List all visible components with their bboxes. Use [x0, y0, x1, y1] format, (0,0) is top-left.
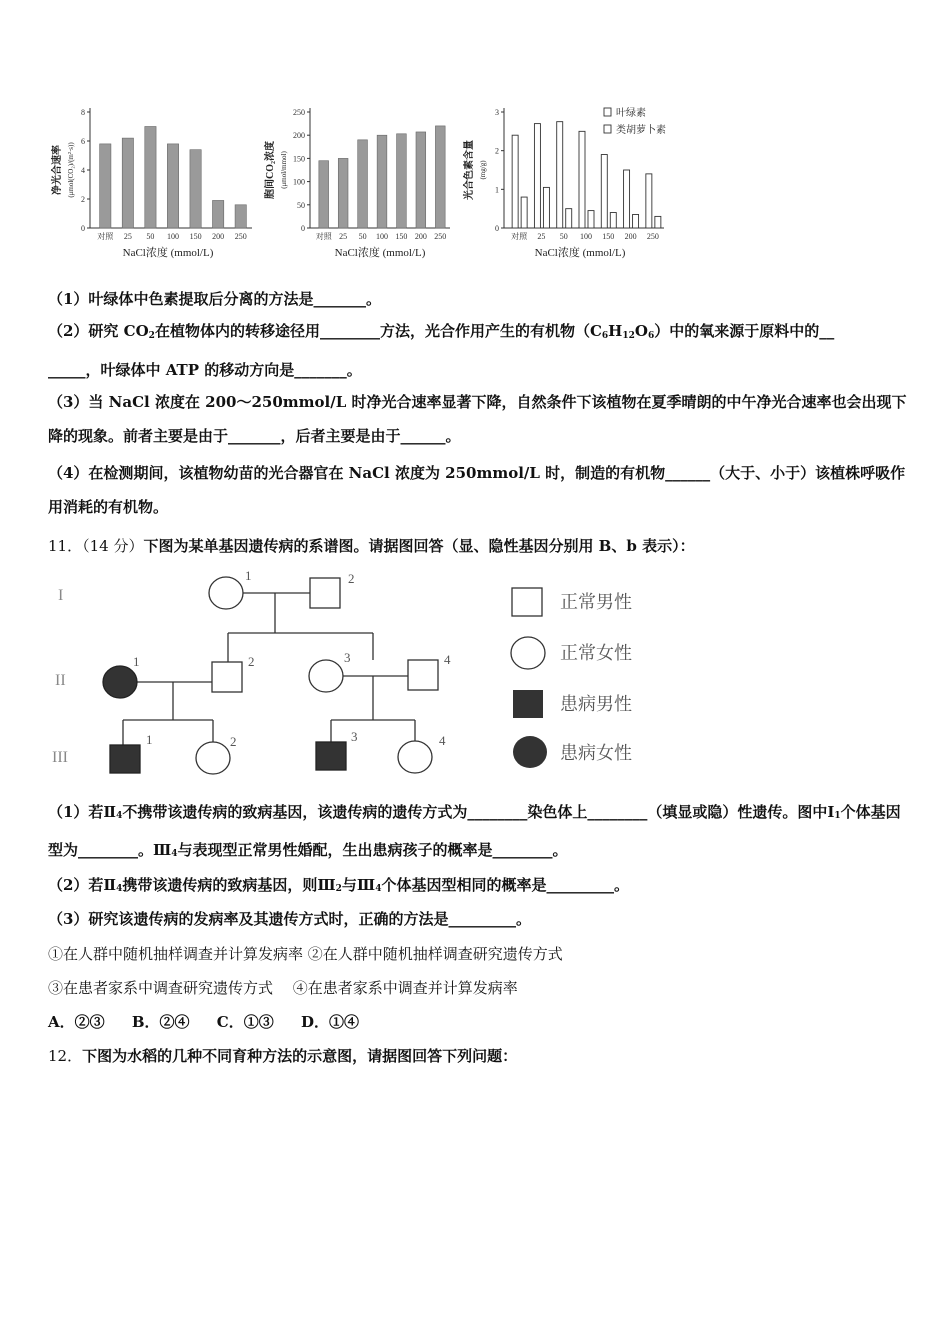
y-axis-title: 净光合速率: [52, 145, 63, 195]
pedigree-chart: [45, 565, 725, 780]
individual-II-4-normal-male: [408, 660, 438, 690]
individual-II-1-affected-female: [103, 666, 137, 698]
x-axis-title: NaCl浓度 (mmol/L): [334, 247, 426, 259]
legend-label-affected-male: 患病男性: [560, 694, 632, 714]
q11-statements-1: ①在人群中随机抽样调查并计算发病率 ②在人群中随机抽样调查研究遗传方式: [48, 945, 563, 963]
num-III-4: 4: [439, 733, 446, 748]
legend-label: 叶绿素: [616, 108, 646, 119]
y-tick-label: 50: [297, 200, 305, 210]
chart-photosynthetic-pigment: [462, 106, 666, 259]
x-tick-label: 250: [234, 232, 247, 241]
bar: [235, 205, 246, 228]
num-II-1: 1: [133, 654, 140, 669]
individual-III-4-normal-female: [398, 741, 432, 773]
q11-part1: （1）若Ⅱ4不携带该遗传病的致病基因，该遗传病的遗传方式为________染色体上________（填显或隐）性遗传。图中Ⅰ1个体基因型为________。Ⅲ4与表现型正常男性婚配，生出患病孩子的概率是________。: [48, 803, 901, 859]
x-tick-label: 50: [358, 232, 367, 241]
bar-chlorophyll: [512, 135, 518, 228]
bar-carotenoid: [588, 211, 594, 228]
legend-affected-female-symbol: [513, 736, 547, 768]
x-tick-label: 50: [559, 232, 568, 241]
y-tick-label: 6: [81, 137, 85, 146]
x-tick-label: 150: [395, 232, 408, 241]
y-tick-label: 0: [495, 224, 499, 233]
bar: [167, 144, 178, 228]
bar-carotenoid: [610, 213, 616, 228]
q11-part2: （2）若Ⅱ4携带该遗传病的致病基因，则Ⅲ2与Ⅲ4个体基因型相同的概率是_________。: [48, 876, 629, 894]
q12-stem: 12．下图为水稻的几种不同育种方法的示意图，请据图回答下列问题：: [48, 1047, 518, 1065]
bar-carotenoid: [543, 187, 549, 228]
bar-chlorophyll: [534, 124, 540, 228]
bar: [122, 138, 133, 228]
num-II-4: 4: [444, 652, 451, 667]
option-c[interactable]: C．①③: [216, 1013, 274, 1031]
x-tick-label: 50: [146, 232, 155, 241]
x-tick-label: 100: [167, 232, 179, 241]
y-tick-label: 3: [495, 108, 499, 117]
y-axis-unit: (mg/g): [479, 160, 487, 180]
y-tick-label: 2: [495, 146, 499, 156]
x-tick-label: 25: [537, 232, 546, 241]
y-tick-label: 200: [293, 131, 305, 141]
legend-swatch: [604, 125, 611, 133]
bar-chlorophyll: [579, 131, 585, 228]
x-tick-label: 200: [624, 232, 637, 241]
bar-carotenoid: [566, 209, 572, 228]
bar-chlorophyll: [601, 155, 607, 228]
num-III-2: 2: [230, 734, 237, 749]
y-axis-title: 光合色素含量: [464, 140, 475, 200]
y-axis-unit: (μmol(CO₂)/(m²·s)): [67, 142, 75, 198]
legend-normal-female-symbol: [511, 637, 545, 669]
bar: [100, 144, 111, 228]
num-III-1: 1: [146, 732, 153, 747]
y-axis-title: 胞间CO₂浓度: [265, 141, 276, 199]
q11-part3: （3）研究该遗传病的发病率及其遗传方式时，正确的方法是_________。: [48, 910, 531, 928]
individual-II-3-normal-female: [309, 660, 343, 692]
bar: [145, 127, 156, 229]
legend-label: 类胡萝卜素: [616, 125, 666, 136]
bar-chlorophyll: [624, 170, 630, 228]
q11-stem: 11．（14 分）下图为某单基因遗传病的系谱图。请据图回答（显、隐性基因分别用 B、b 表示）：: [48, 537, 695, 555]
legend-affected-male-symbol: [513, 690, 543, 718]
y-tick-label: 0: [301, 224, 305, 233]
legend-label-normal-male: 正常男性: [560, 592, 632, 612]
bar: [377, 135, 387, 228]
y-tick-label: 250: [293, 108, 305, 117]
bar-chlorophyll: [557, 122, 563, 228]
x-tick-label: 150: [602, 232, 615, 241]
y-tick-label: 8: [81, 108, 85, 117]
option-d[interactable]: D．①④: [300, 1013, 359, 1031]
bar-carotenoid: [655, 216, 661, 228]
bar: [213, 200, 224, 228]
individual-I-2-normal-male: [310, 578, 340, 608]
individual-III-3-affected-male: [316, 742, 346, 770]
bar: [358, 140, 368, 228]
option-a[interactable]: A．②③: [48, 1013, 105, 1031]
x-tick-label: 100: [580, 232, 592, 241]
bar: [319, 161, 329, 228]
gen-label-II: II: [55, 672, 66, 689]
x-axis-title: NaCl浓度 (mmol/L): [534, 247, 626, 259]
individual-III-2-normal-female: [196, 742, 230, 774]
q11-statements-2: ③在患者家系中调查研究遗传方式 ④在患者家系中调查并计算发病率: [48, 979, 518, 997]
q10-part2: （2）研究 $CO_2$在植物体内的转移途径用________方法，光合作用产生的有机物$(C_6H_{12}O_6)$中的氧来源于原料中的__ _____，叶绿体中 ATP 的移动方向是_______。: [48, 322, 835, 379]
x-tick-label: 对照: [97, 232, 114, 241]
x-tick-label: 250: [646, 232, 659, 241]
gen-label-I: I: [58, 587, 64, 604]
chart-intercellular-co2: [263, 108, 450, 259]
num-III-3: 3: [351, 729, 358, 744]
x-tick-label: 100: [376, 232, 388, 241]
y-tick-label: 150: [293, 154, 305, 164]
num-II-3: 3: [344, 650, 351, 665]
x-tick-label: 对照: [511, 232, 528, 241]
legend-normal-male-symbol: [512, 588, 542, 616]
y-axis-unit: (μmol/mmol): [280, 151, 288, 189]
y-tick-label: 0: [81, 224, 85, 233]
y-tick-label: 100: [293, 177, 305, 187]
q10-part3: （3）当 NaCl 浓度在 200～250mmol/L 时净光合速率显著下降，自然条件下该植物在夏季晴朗的中午净光合速率也会出现下降的现象。前者主要是由于_______，后者主要是由于______。: [48, 393, 907, 445]
x-tick-label: 25: [339, 232, 348, 241]
x-tick-label: 250: [434, 232, 447, 241]
chart-net-photosynthesis: [50, 108, 252, 259]
x-tick-label: 200: [414, 232, 427, 241]
bar: [190, 150, 201, 228]
num-I-1: 1: [245, 568, 252, 583]
individual-I-1-normal-female: [209, 577, 243, 609]
bar-chlorophyll: [646, 174, 652, 228]
num-I-2: 2: [348, 571, 355, 586]
y-tick-label: 2: [81, 195, 85, 204]
x-tick-label: 150: [189, 232, 202, 241]
bar: [416, 132, 426, 228]
num-II-2: 2: [248, 654, 255, 669]
y-tick-label: 4: [81, 166, 85, 175]
option-b[interactable]: B．②④: [131, 1013, 190, 1031]
bar-carotenoid: [521, 197, 527, 228]
individual-II-2-normal-male: [212, 662, 242, 692]
legend-swatch: [604, 108, 611, 116]
x-tick-label: 200: [212, 232, 225, 241]
y-tick-label: 1: [495, 185, 499, 195]
bar: [338, 158, 348, 228]
q11-options: [48, 1011, 381, 1032]
x-tick-label: 对照: [315, 232, 332, 241]
legend-label-normal-female: 正常女性: [560, 643, 632, 663]
x-tick-label: 25: [123, 232, 132, 241]
legend-label-affected-female: 患病女性: [560, 743, 632, 763]
bar-carotenoid: [633, 214, 639, 228]
q10-part4: （4）在检测期间，该植物幼苗的光合器官在 NaCl 浓度为 250mmol/L 时，制造的有机物______（大于、小于）该植株呼吸作用消耗的有机物。: [48, 464, 906, 516]
individual-III-1-affected-male: [110, 745, 140, 773]
charts-figure: [0, 0, 950, 275]
bar: [435, 126, 445, 228]
x-axis-title: NaCl浓度 (mmol/L): [122, 247, 214, 259]
q10-part1: （1）叶绿体中色素提取后分离的方法是_______。: [48, 290, 381, 308]
gen-label-III: III: [52, 749, 68, 766]
bar: [397, 134, 407, 228]
